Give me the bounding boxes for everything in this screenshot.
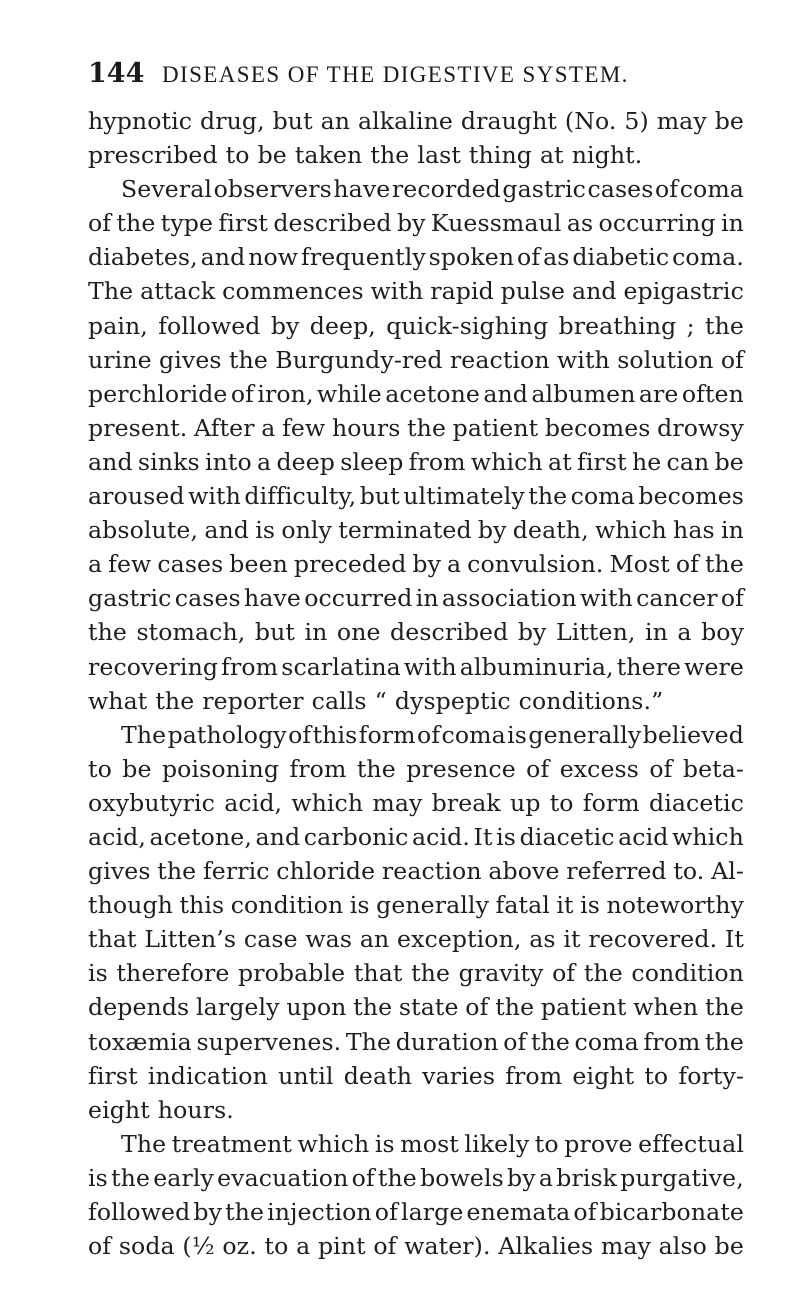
text-line: present. After a few hours the patient becomes drowsy <box>88 413 744 442</box>
text-line: absolute, and is only terminated by death, which has in <box>88 516 744 545</box>
text-line: and sinks into a deep sleep from which at first he can be <box>88 447 744 476</box>
text-line: followed by the injection of large enemata of bicarbonate <box>88 1198 744 1226</box>
text-line: hypnotic drug, but an alkaline draught (No. 5) may be <box>88 107 744 135</box>
running-head: DISEASES OF THE DIGESTIVE SYSTEM. <box>162 62 629 87</box>
body-text <box>88 104 744 1263</box>
text-line: gastric cases have occurred in association with cancer of <box>88 584 744 613</box>
text-line: pain, followed by deep, quick-sighing breathing ; the <box>88 311 744 340</box>
text-line: recovering from scarlatina with albuminuria, there were <box>88 652 744 681</box>
text-line: The pathology of this form of coma is generally believed <box>121 720 744 749</box>
text-line: gives the ferric chloride reaction above referred to. Al- <box>88 857 744 886</box>
text-line: of soda (½ oz. to a pint of water). Alkalies may also be <box>88 1232 744 1261</box>
text-line: The treatment which is most likely to prove effectual <box>121 1129 744 1158</box>
text-line: prescribed to be taken the last thing at night. <box>88 141 643 170</box>
text-line: is the early evacuation of the bowels by a brisk purgative, <box>88 1163 744 1192</box>
text-line: depends largely upon the state of the patient when the <box>88 993 744 1022</box>
text-line: is therefore probable that the gravity of the condition <box>88 959 744 988</box>
text-line: the stomach, but in one described by Litten, in a boy <box>88 618 744 647</box>
text-line: though this condition is generally fatal it is noteworthy <box>88 891 744 920</box>
text-line: eight hours. <box>88 1095 234 1124</box>
text-line: first indication until death varies from eight to forty- <box>88 1061 744 1090</box>
text-line: urine gives the Burgundy-red reaction with solution of <box>88 345 744 374</box>
text-line: aroused with difficulty, but ultimately the coma becomes <box>88 482 744 511</box>
text-line: acid, acetone, and carbonic acid. It is diacetic acid which <box>88 822 744 851</box>
text-line: that Litten’s case was an exception, as it recovered. It <box>88 925 744 954</box>
text-line: toxæmia supervenes. The duration of the coma from the <box>88 1027 744 1056</box>
text-line: of the type first described by Kuessmaul as occurring in <box>88 209 744 238</box>
page-header <box>88 58 728 98</box>
text-line: diabetes, and now frequently spoken of as diabetic coma. <box>88 243 744 272</box>
page-number: 144 <box>88 58 145 89</box>
text-line: Several observers have recorded gastric cases of coma <box>121 175 744 204</box>
text-line: perchloride of iron, while acetone and albumen are often <box>88 379 744 408</box>
text-line: what the reporter calls “ dyspeptic conditions.” <box>88 686 664 715</box>
text-line: to be poisoning from the presence of excess of beta- <box>88 754 744 783</box>
text-line: The attack commences with rapid pulse and epigastric <box>88 277 744 306</box>
text-line: a few cases been preceded by a convulsion. Most of the <box>88 550 744 579</box>
text-line: oxybutyric acid, which may break up to form diacetic <box>88 788 744 817</box>
